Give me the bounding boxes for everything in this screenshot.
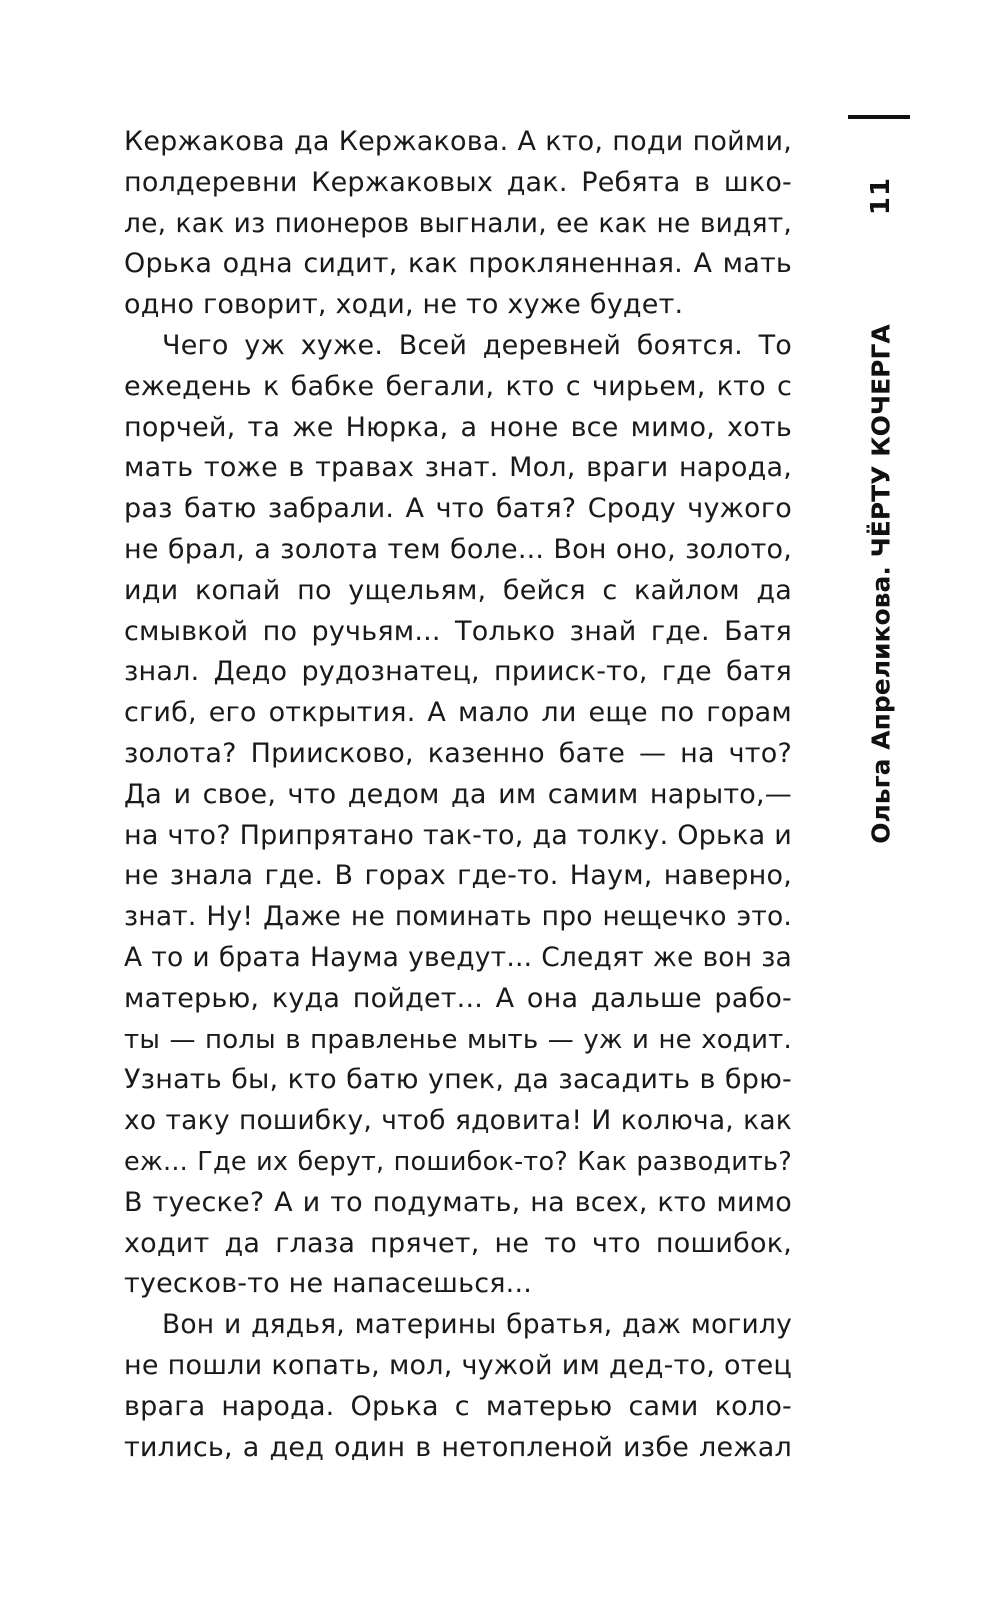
page-number: 11 (866, 176, 896, 216)
text-line: на что? Припрятано так-то, да толку. Орька и (124, 819, 792, 851)
text-line: знал. Дедо рудознатец, прииск-то, где батя (124, 656, 792, 688)
text-line: сгиб, его открытия. А мало ли еще по горам (124, 697, 792, 729)
text-line: полдеревни Кержаковых дак. Ребята в шко- (124, 166, 792, 198)
text-line: Чего уж хуже. Всей деревней боятся. То (162, 329, 792, 361)
text-line: Орька одна сидит, как прокляненная. А мать (124, 248, 792, 280)
text-line: ле, как из пионеров выгнали, ее как не видят, (124, 207, 792, 239)
text-line: А то и брата Наума уведут... Следят же вон за (124, 941, 792, 973)
text-line: Да и свое, что дедом да им самим нарыто,— (124, 778, 792, 810)
text-line: порчей, та же Нюрка, а ноне все мимо, хоть (124, 411, 792, 443)
text-line: врага народа. Орька с матерью сами коло- (124, 1390, 792, 1422)
text-line: знат. Ну! Даже не поминать про нещечко это. (124, 901, 792, 933)
text-line: раз батю забрали. А что батя? Сроду чужого (124, 493, 792, 525)
text-line: иди копай по ущельям, бейся с кайлом да (124, 574, 792, 606)
text-line: В туеске? А и то подумать, на всех, кто мимо (124, 1186, 792, 1218)
text-line: смывкой по ручьям... Только знай где. Батя (124, 615, 792, 647)
text-line: еж... Где их берут, пошибок-то? Как разводить? (124, 1146, 792, 1177)
text-line: одно говорит, ходи, не то хуже будет. (124, 289, 684, 321)
text-line: тились, а дед один в нетопленой избе лежал (124, 1431, 792, 1463)
text-line: хо таку пошибку, чтоб ядовита! И колюча, как (124, 1105, 792, 1137)
body-text (124, 122, 792, 1468)
text-line: Узнать бы, кто батю упек, да засадить в брю- (124, 1064, 792, 1096)
text-line: Кержакова да Кержакова. А кто, поди пойми, (124, 126, 792, 157)
text-line: матерью, куда пойдет... А она дальше рабо- (124, 982, 792, 1014)
text-line: не брал, а золота тем боле... Вон оно, золото, (124, 533, 792, 565)
text-line: ты — полы в правленье мыть — уж и не ходит. (124, 1024, 792, 1055)
text-line: туесков-то не напасешься... (124, 1268, 533, 1300)
text-line: не знала где. В горах где-то. Наум, наверно, (124, 860, 792, 892)
text-line: Вон и дядья, материны братья, даж могилу (162, 1309, 792, 1341)
text-line: мать тоже в травах знат. Мол, враги народа, (124, 452, 792, 484)
text-line: ежедень к бабке бегали, кто с чирьем, кто с (124, 370, 792, 402)
header-rule (848, 115, 910, 119)
text-line: не пошли копать, мол, чужой им дед-то, отец (124, 1349, 792, 1381)
running-head: Ольга Апреликова. ЧЁРТУ КОЧЕРГА (866, 324, 896, 844)
text-line: золота? Приисково, казенно бате — на что? (124, 737, 792, 769)
text-line: ходит да глаза прячет, не то что пошибок, (124, 1227, 792, 1259)
